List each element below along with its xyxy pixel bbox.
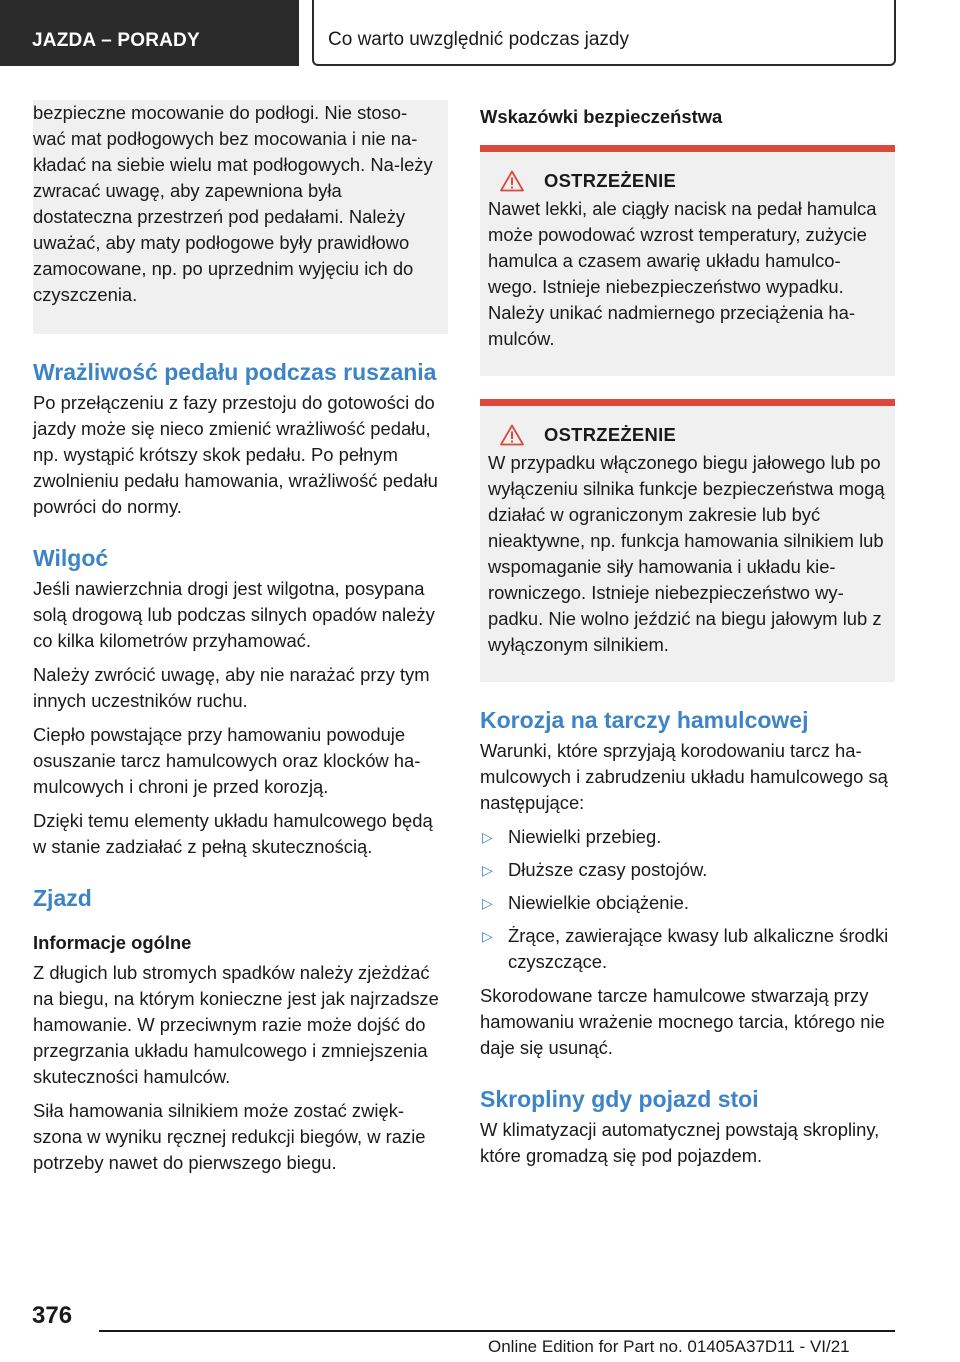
heading-corrosion: Korozja na tarczy hamulcowej	[480, 707, 809, 733]
subheading-general-info: Informacje ogólne	[33, 932, 192, 953]
condensation-paragraph: W klimatyzacji automatycznej powstają skropliny, które gromadzą się pod pojazdem.	[480, 1119, 880, 1166]
heading-moisture: Wilgoć	[33, 545, 109, 571]
moisture-paragraph-1: Jeśli nawierzchnia drogi jest wilgotna, posypana solą drogową lub podczas silnych opadów należy co kilka kilometrów przyhamować.	[33, 578, 435, 651]
list-item-text: Niewielkie obciążenie.	[508, 892, 689, 913]
list-item	[480, 890, 895, 916]
list-item-text: Dłuższe czasy postojów.	[508, 859, 708, 880]
warning-header	[488, 424, 885, 446]
list-item	[480, 857, 895, 883]
warning-text: W przypadku włączonego biegu jałowego lub po wyłączeniu silnika funkcje bezpieczeństwa mogą działać w ograniczonym zakresie lub być nieaktywne, np. funkcja hamowania silnikiem lub wspomaganie siły hamowania i układu kie‐rowniczego. Istnieje niebezpieczeństwo wy‐padku. Nie wolno jeździć na biegu jałowym lub z wyłączonym silnikiem.	[488, 452, 885, 655]
list-item-text: Niewielki przebieg.	[508, 826, 662, 847]
warning-box-1	[480, 145, 895, 376]
heading-safety-notes: Wskazówki bezpieczeństwa	[480, 106, 723, 127]
warning-box-2	[480, 399, 895, 682]
corrosion-paragraph-1: Warunki, które sprzyjają korodowaniu tarcz ha‐mulcowych i zabrudzeniu układu hamulcowego są następujące:	[480, 740, 888, 813]
moisture-paragraph-4: Dzięki temu elementy układu hamulcowego będą w stanie zadziałać z pełną skutecznością.	[33, 810, 433, 857]
triangle-bullet-icon: ▷	[482, 895, 493, 911]
corrosion-paragraph-2: Skorodowane tarcze hamulcowe stwarzają przy hamowaniu wrażenie mocnego tarcia, którego nie daje się usunąć.	[480, 985, 885, 1058]
descent-paragraph-2: Siła hamowania silnikiem może zostać zwięk‐szona w wyniku ręcznej redukcji biegów, w razie potrzeby nawet do pierwszego biegu.	[33, 1100, 426, 1173]
list-item	[480, 923, 895, 975]
corrosion-list	[480, 824, 895, 975]
warning-header	[488, 170, 885, 192]
heading-descent: Zjazd	[33, 885, 92, 911]
list-item	[480, 824, 895, 850]
page-header	[0, 0, 960, 66]
section-title: JAZDA – PORADY	[0, 0, 299, 66]
right-column	[480, 100, 895, 1177]
warning-title: OSTRZEŻENIE	[544, 424, 677, 445]
moisture-paragraph-3: Ciepło powstające przy hamowaniu powoduje osuszanie tarcz hamulcowych oraz klocków ha‐mulcowych i chroni je przed korozją.	[33, 724, 421, 797]
carry-over-box	[33, 100, 448, 334]
descent-paragraph-1: Z długich lub stromych spadków należy zjeżdżać na biegu, na którym konieczne jest jak najrzadsze hamowanie. W przeciwnym razie może dojść do przegrzania układu hamulcowego i zmniejszenia skuteczności hamulców.	[33, 962, 439, 1087]
warning-triangle-icon	[500, 170, 524, 192]
list-item-text: Żrące, zawierające kwasy lub alkaliczne środki czyszczące.	[508, 925, 889, 972]
chapter-title: Co warto uwzględnić podczas jazdy	[312, 0, 896, 66]
warning-triangle-icon	[500, 424, 524, 446]
triangle-bullet-icon: ▷	[482, 829, 493, 845]
heading-pedal-sensitivity: Wrażliwość pedału podczas ruszania	[33, 359, 437, 385]
carry-over-text: bezpieczne mocowanie do podłogi. Nie stoso‐wać mat podłogowych bez mocowania i nie na‐kładać na siebie wielu mat podłogowych. Na‐leży zwracać uwagę, aby zapewniona była dostateczna przestrzeń pod pedałami. Należy uważać, aby maty podłogowe były prawidłowo zamocowane, np. po uprzednim wyjęciu ich do czyszczenia.	[33, 102, 433, 305]
page-number: 376	[32, 1302, 73, 1329]
moisture-paragraph-2: Należy zwrócić uwagę, aby nie narażać przy tym innych uczestników ruchu.	[33, 664, 430, 711]
triangle-bullet-icon: ▷	[482, 862, 493, 878]
footer-divider	[99, 1330, 895, 1332]
warning-title: OSTRZEŻENIE	[544, 170, 677, 191]
heading-condensation: Skropliny gdy pojazd stoi	[480, 1086, 759, 1112]
pedal-paragraph: Po przełączeniu z fazy przestoju do gotowości do jazdy może się nieco zmienić wrażliwość pedału, np. wystąpić krótszy skok pedału. Po pełnym zwolnieniu pedału hamowania, wrażliwość pedału powróci do normy.	[33, 392, 438, 517]
left-column	[33, 100, 448, 1184]
triangle-bullet-icon: ▷	[482, 928, 493, 944]
warning-text: Nawet lekki, ale ciągły nacisk na pedał hamulca może powodować wzrost temperatury, zużycie hamulca a czasem awarię układu hamulco‐wego. Istnieje niebezpieczeństwo wypadku. Należy unikać nadmiernego przeciążenia ha‐mulców.	[488, 198, 877, 349]
edition-note: Online Edition for Part no. 01405A37D11 - VI/21	[488, 1337, 850, 1356]
